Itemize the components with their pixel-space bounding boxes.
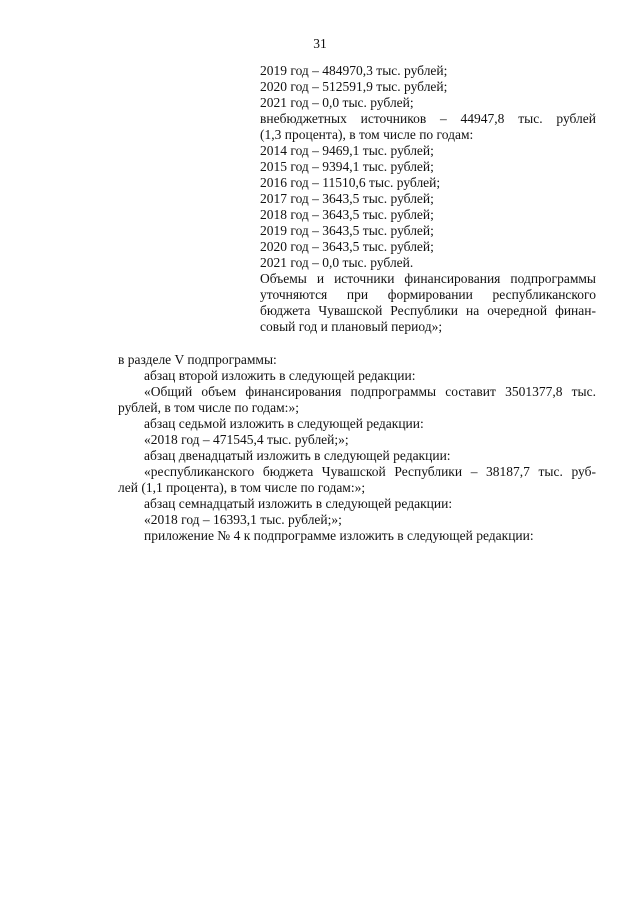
note-line-3: бюджета Чувашской Республики на очередной финан- xyxy=(260,303,596,318)
quote-4: «2018 год – 16393,1 тыс. рублей;»; xyxy=(144,512,342,527)
note-line-1: Объемы и источники финансирования подпрограммы xyxy=(260,271,596,286)
paragraph-12-instruction: абзац двенадцатый изложить в следующей редакции: xyxy=(144,448,451,463)
paragraph-7-instruction: абзац седьмой изложить в следующей редакции: xyxy=(144,416,424,431)
financing-line-2020: 2020 год – 512591,9 тыс. рублей; xyxy=(260,79,448,94)
quote-1-line-2: рублей, в том числе по годам:»; xyxy=(118,400,299,415)
quote-2: «2018 год – 471545,4 тыс. рублей;»; xyxy=(144,432,349,447)
extra-year-2014: 2014 год – 9469,1 тыс. рублей; xyxy=(260,143,434,158)
paragraph-17-instruction: абзац семнадцатый изложить в следующей редакции: xyxy=(144,496,453,511)
section-heading: в разделе V подпрограммы: xyxy=(118,352,277,367)
quote-3-line-2: лей (1,1 процента), в том числе по годам:»; xyxy=(118,480,366,495)
extra-year-2019: 2019 год – 3643,5 тыс. рублей; xyxy=(260,223,434,238)
financing-column xyxy=(260,63,596,335)
paragraph-2-instruction: абзац второй изложить в следующей редакции: xyxy=(144,368,416,383)
amendment-text xyxy=(118,352,596,544)
extra-year-2018: 2018 год – 3643,5 тыс. рублей; xyxy=(260,207,434,222)
extra-year-2021: 2021 год – 0,0 тыс. рублей. xyxy=(260,255,414,270)
financing-line-2019: 2019 год – 484970,3 тыс. рублей; xyxy=(260,63,448,78)
extra-budget-line-2: (1,3 процента), в том числе по годам: xyxy=(260,127,474,142)
extra-budget-line-1: внебюджетных источников – 44947,8 тыс. рублей xyxy=(260,111,596,126)
note-line-4: совый год и плановый период»; xyxy=(260,319,443,334)
quote-3-line-1: «республиканского бюджета Чувашской Республики – 38187,7 тыс. руб- xyxy=(144,464,596,479)
extra-year-2015: 2015 год – 9394,1 тыс. рублей; xyxy=(260,159,434,174)
quote-1-line-1: «Общий объем финансирования подпрограммы составит 3501377,8 тыс. xyxy=(144,384,596,399)
note-line-2: уточняются при формировании республиканского xyxy=(260,287,596,302)
page-number: 31 xyxy=(313,36,327,51)
appendix-4-instruction: приложение № 4 к подпрограмме изложить в следующей редакции: xyxy=(144,528,534,543)
extra-year-2020: 2020 год – 3643,5 тыс. рублей; xyxy=(260,239,434,254)
extra-year-2016: 2016 год – 11510,6 тыс. рублей; xyxy=(260,175,441,190)
extra-year-2017: 2017 год – 3643,5 тыс. рублей; xyxy=(260,191,434,206)
financing-line-2021: 2021 год – 0,0 тыс. рублей; xyxy=(260,95,414,110)
